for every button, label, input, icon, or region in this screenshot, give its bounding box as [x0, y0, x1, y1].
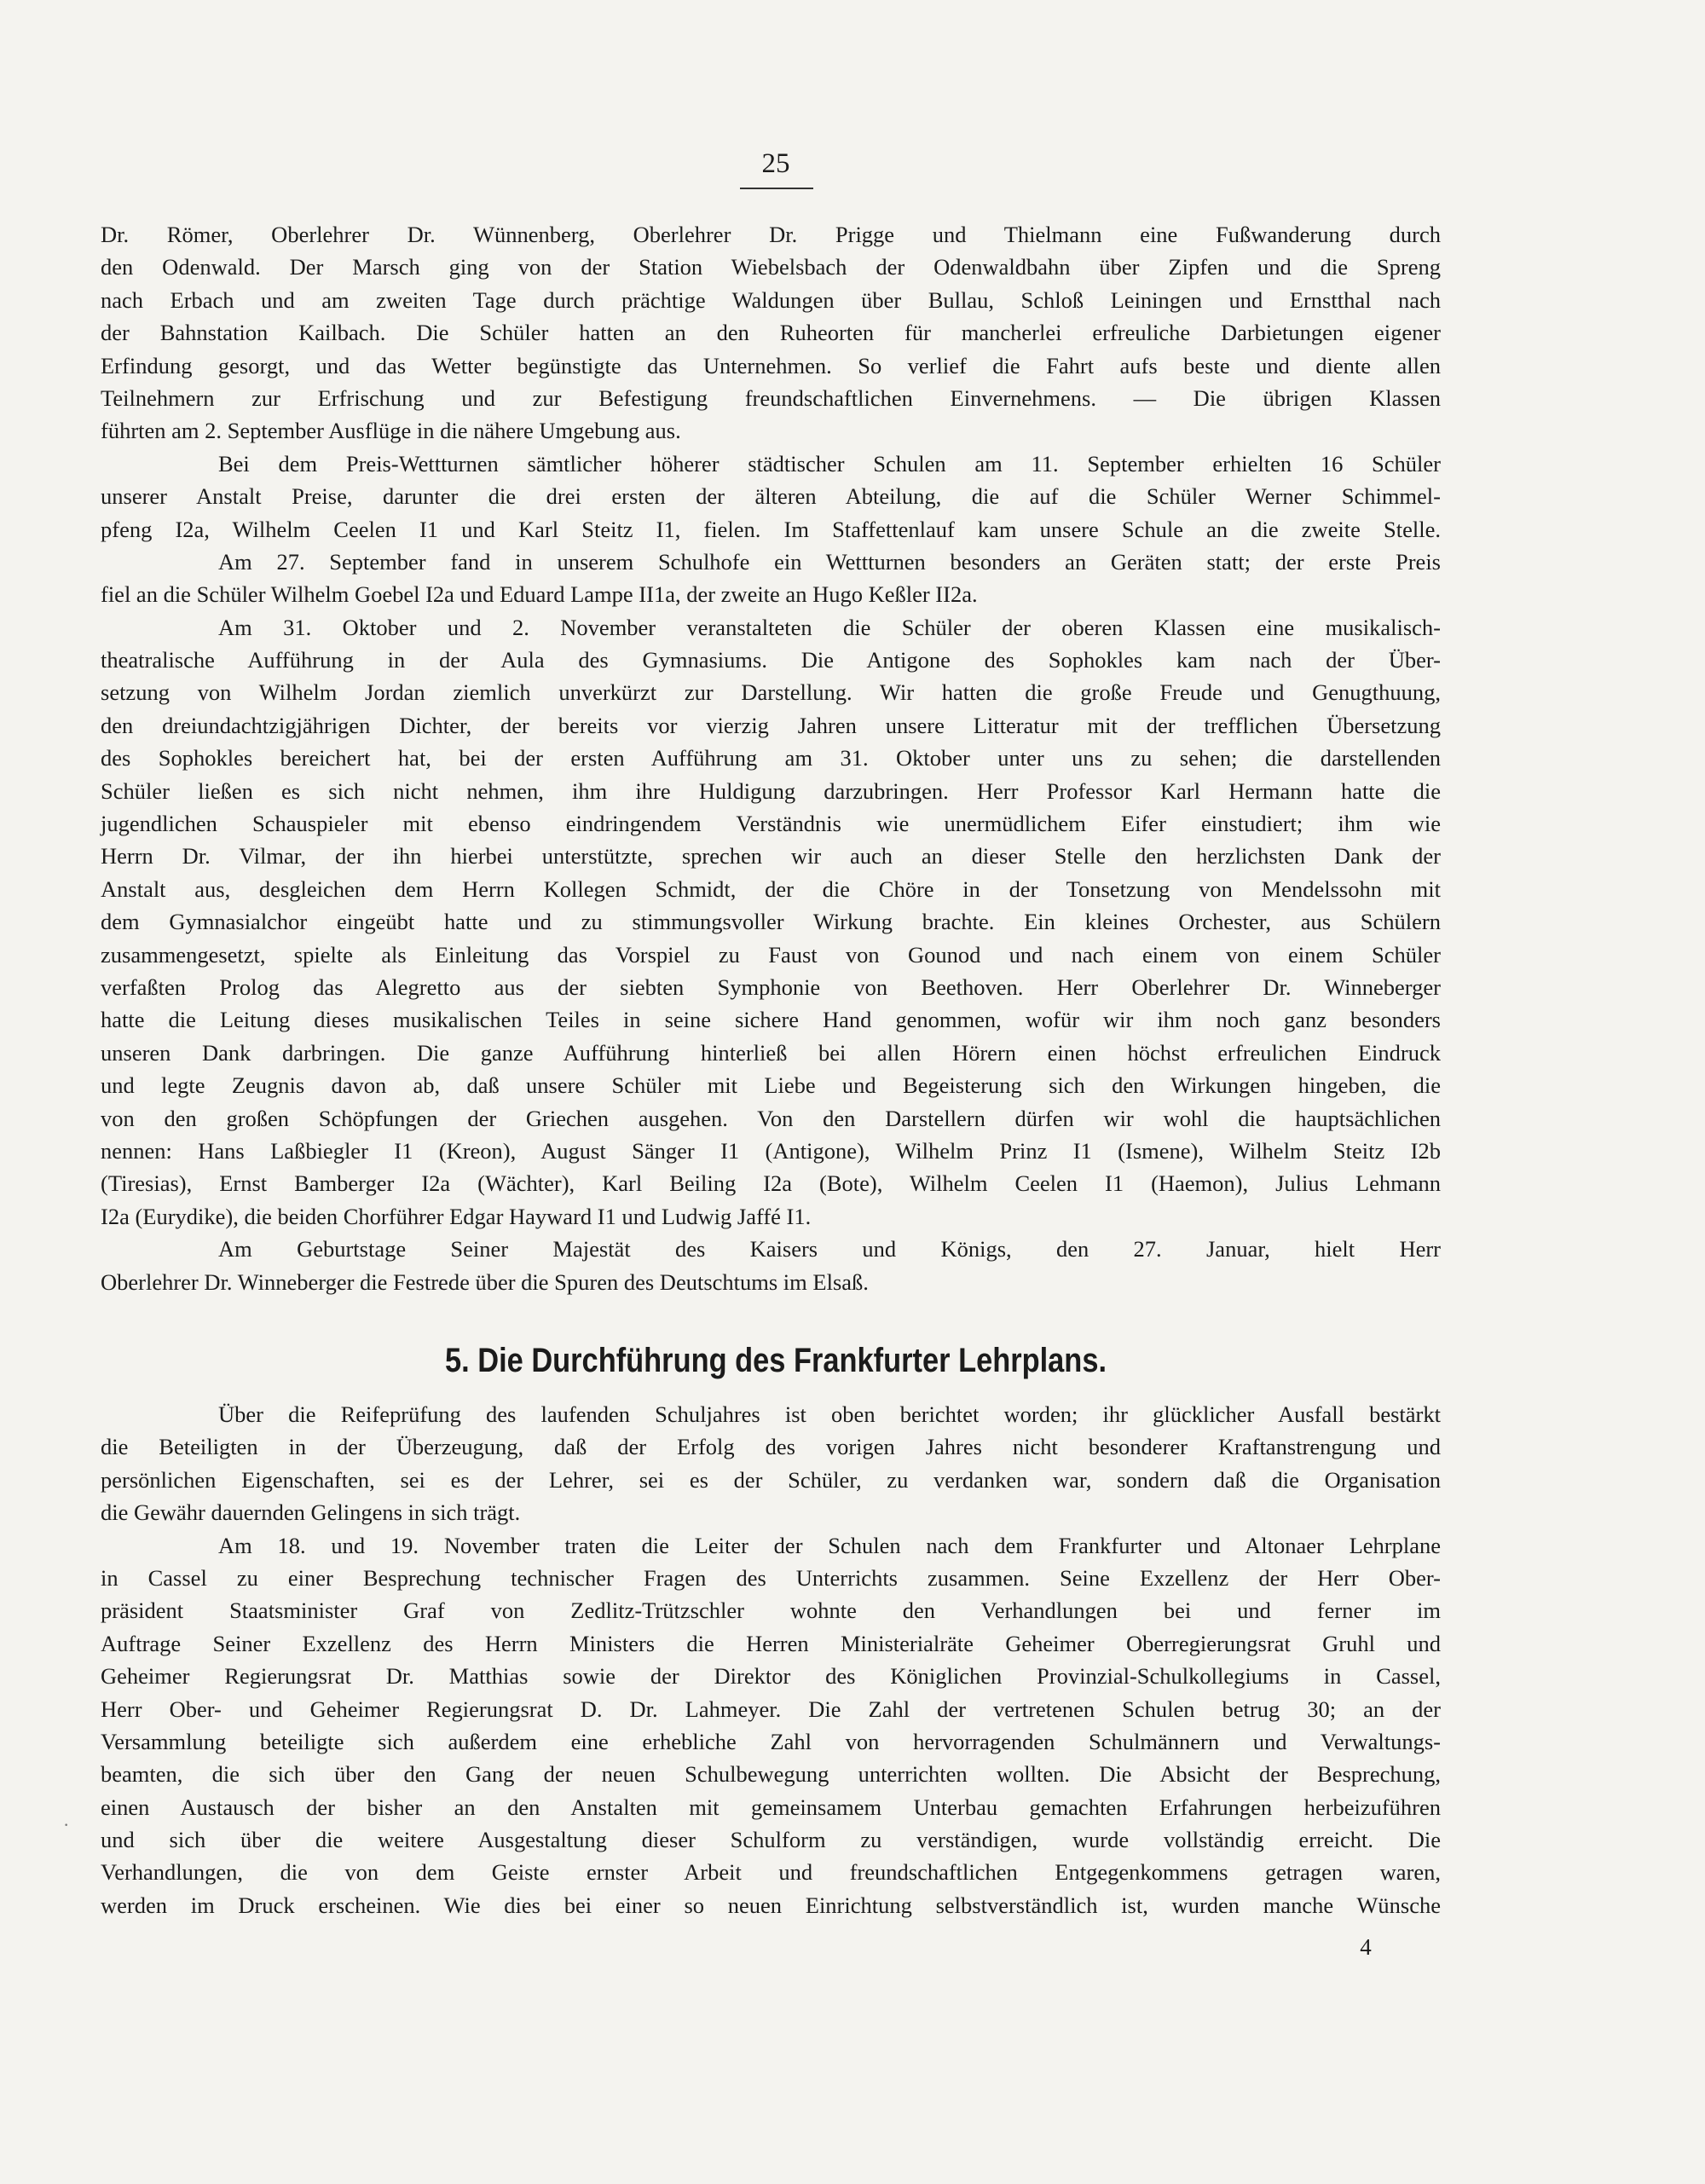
text-line: und legte Zeugnis davon ab, daß unsere Schüler mit Liebe und Begeisterung sich den Wirkungen hingeben, die: [101, 1072, 1441, 1099]
text-line: Am 27. September fand in unserem Schulhofe ein Wettturnen besonders an Geräten statt; der erste Preis: [218, 548, 1441, 575]
page-number: 25: [761, 148, 790, 179]
text-line: des Sophokles bereichert hat, bei der ersten Aufführung am 31. Oktober unter uns zu sehen; die darstellenden: [101, 745, 1441, 771]
text-line: einen Austausch der bisher an den Anstalten mit gemeinsamem Unterbau gemachten Erfahrungen herbeizuführen: [101, 1794, 1441, 1820]
section-heading: 5. Die Durchführung des Frankfurter Lehrplans.: [444, 1342, 1107, 1379]
text-line: hatte die Leitung dieses musikalischen Teiles in seine sichere Hand genommen, wofür wir ihm noch ganz besonders: [101, 1007, 1441, 1033]
signature-mark: 4: [1360, 1934, 1372, 1960]
text-line: zusammengesetzt, spielte als Einleitung das Vorspiel zu Faust von Gounod und nach einem von einem Schüler: [101, 941, 1441, 968]
text-line: Am 18. und 19. November traten die Leiter der Schulen nach dem Frankfurter und Altonaer Lehrplane: [218, 1532, 1441, 1558]
text-line: die Gewähr dauernden Gelingens in sich trägt.: [101, 1499, 521, 1526]
page-number-rule: [740, 188, 813, 189]
text-line: der Bahnstation Kailbach. Die Schüler hatten an den Ruheorten für mancherlei erfreuliche Darbietungen eigener: [101, 320, 1441, 346]
text-line: Bei dem Preis-Wettturnen sämtlicher höherer städtischer Schulen am 11. September erhielten 16 Schüler: [218, 450, 1441, 477]
text-line: Herrn Dr. Vilmar, der ihn hierbei unterstützte, sprechen wir auch an dieser Stelle den herzlichsten Dank der: [101, 843, 1441, 870]
text-line: Teilnehmern zur Erfrischung und zur Befestigung freundschaftlichen Einvernehmens. — Die übrigen Klassen: [101, 384, 1441, 411]
text-line: verfaßten Prolog das Alegretto aus der siebten Symphonie von Beethoven. Herr Oberlehrer Dr. Winneberger: [101, 974, 1441, 1000]
text-line: präsident Staatsminister Graf von Zedlitz-Trützschler wohnte den Verhandlungen bei und ferner im: [101, 1598, 1441, 1624]
text-line: Erfindung gesorgt, und das Wetter begünstigte das Unternehmen. So verlief die Fahrt aufs beste und diente allen: [101, 352, 1441, 378]
text-line: den Odenwald. Der Marsch ging von der Station Wiebelsbach der Odenwaldbahn über Zipfen und die Spreng: [101, 254, 1441, 280]
text-line: Am 31. Oktober und 2. November veranstalteten die Schüler der oberen Klassen eine musikalisch-: [218, 614, 1441, 640]
text-line: Versammlung beteiligte sich außerdem eine erhebliche Zahl von hervorragenden Schulmännern und Verwaltungs-: [101, 1728, 1441, 1754]
text-line: Verhandlungen, die von dem Geiste ernster Arbeit und freundschaftlichen Entgegenkommens getragen waren,: [101, 1859, 1441, 1886]
text-line: die Beteiligten in der Überzeugung, daß der Erfolg des vorigen Jahres nicht besonderer Kraftanstrengung und: [101, 1434, 1441, 1460]
text-line: werden im Druck erscheinen. Wie dies bei einer so neuen Einrichtung selbstverständlich ist, wurden manche Wünsche: [101, 1892, 1441, 1918]
text-line: in Cassel zu einer Besprechung technischer Fragen des Unterrichts zusammen. Seine Exzellenz der Herr Ober-: [101, 1564, 1441, 1591]
text-line: (Tiresias), Ernst Bamberger I2a (Wächter), Karl Beiling I2a (Bote), Wilhelm Ceelen I1 (Haemon), Julius Lehmann: [101, 1170, 1441, 1197]
text-line: den dreiundachtzigjährigen Dichter, der bereits vor vierzig Jahren unsere Litteratur mit der trefflichen Übersetzung: [101, 712, 1441, 738]
text-line: Über die Reifeprüfung des laufenden Schuljahres ist oben berichtet worden; ihr glücklicher Ausfall bestärkt: [218, 1401, 1441, 1427]
text-line: unserer Anstalt Preise, darunter die drei ersten der älteren Abteilung, die auf die Schüler Werner Schimmel-: [101, 483, 1441, 510]
text-line: Dr. Römer, Oberlehrer Dr. Wünnenberg, Oberlehrer Dr. Prigge und Thielmann eine Fußwanderung durch: [101, 222, 1441, 247]
text-line: I2a (Eurydike), die beiden Chorführer Edgar Hayward I1 und Ludwig Jaffé I1.: [101, 1203, 812, 1229]
text-line: jugendlichen Schauspieler mit ebenso eindringendem Verständnis wie unermüdlichem Eifer einstudiert; ihm wie: [101, 811, 1441, 837]
text-line: Am Geburtstage Seiner Majestät des Kaisers und Königs, den 27. Januar, hielt Herr: [218, 1236, 1441, 1262]
text-line: dem Gymnasialchor eingeübt hatte und zu stimmungsvoller Wirkung brachte. Ein kleines Orchester, aus Schülern: [101, 909, 1441, 935]
text-line: und sich über die weitere Ausgestaltung dieser Schulform zu verständigen, wurde vollständig erreicht. Die: [101, 1827, 1441, 1853]
text-line: nach Erbach und am zweiten Tage durch prächtige Waldungen über Bullau, Schloß Leiningen und Ernstthal nach: [101, 286, 1441, 313]
text-line: setzung von Wilhelm Jordan ziemlich unverkürzt zur Darstellung. Wir hatten die große Freude und Genugthuung,: [101, 679, 1441, 706]
text-line: von den großen Schöpfungen der Griechen ausgehen. Von den Darstellern dürfen wir wohl die hauptsächlichen: [101, 1105, 1441, 1131]
text-line: führten am 2. September Ausflüge in die nähere Umgebung aus.: [101, 418, 681, 444]
text-line: persönlichen Eigenschaften, sei es der Lehrer, sei es der Schüler, zu verdanken war, sondern daß die Organisation: [101, 1466, 1441, 1493]
text-line: pfeng I2a, Wilhelm Ceelen I1 und Karl Steitz I1, fielen. Im Staffettenlauf kam unsere Schule an die zweite Stelle.: [101, 516, 1441, 542]
text-line: nennen: Hans Laßbiegler I1 (Kreon), August Sänger I1 (Antigone), Wilhelm Prinz I1 (Ismene), Wilhelm Steitz I2b: [101, 1137, 1441, 1164]
text-line: Geheimer Regierungsrat Dr. Matthias sowie der Direktor des Königlichen Provinzial-Schulkollegiums in Cassel,: [101, 1663, 1441, 1690]
text-line: Oberlehrer Dr. Winneberger die Festrede über die Spuren des Deutschtums im Elsaß.: [101, 1268, 869, 1295]
text-line: beamten, die sich über den Gang der neuen Schulbewegung unterrichten wollten. Die Absicht der Besprechung,: [101, 1761, 1441, 1788]
text-line: fiel an die Schüler Wilhelm Goebel I2a und Eduard Lampe II1a, der zweite an Hugo Keßler II2a.: [101, 581, 978, 608]
text-line: Auftrage Seiner Exzellenz des Herrn Ministers die Herren Ministerialräte Geheimer Oberregierungsrat Gruhl und: [101, 1630, 1441, 1656]
text-line: Anstalt aus, desgleichen dem Herrn Kollegen Schmidt, der die Chöre in der Tonsetzung von Mendelssohn mit: [101, 875, 1441, 902]
body-text-section-a: [101, 218, 1441, 1298]
text-line: Schüler ließen es sich nicht nehmen, ihm ihre Huldigung darzubringen. Herr Professor Karl Hermann hatte die: [101, 777, 1441, 804]
text-line: unseren Dank darbringen. Die ganze Aufführung hinterließ bei allen Hörern einen höchst erfreulichen Eindruck: [101, 1039, 1441, 1066]
text-line: theatralische Aufführung in der Aula des Gymnasiums. Die Antigone des Sophokles kam nach der Über-: [101, 647, 1441, 673]
body-text-section-b: [101, 1398, 1441, 1921]
scan-speck: ·: [63, 1814, 70, 1835]
text-line: Herr Ober- und Geheimer Regierungsrat D. Dr. Lahmeyer. Die Zahl der vertretenen Schulen betrug 30; an der: [101, 1696, 1441, 1722]
